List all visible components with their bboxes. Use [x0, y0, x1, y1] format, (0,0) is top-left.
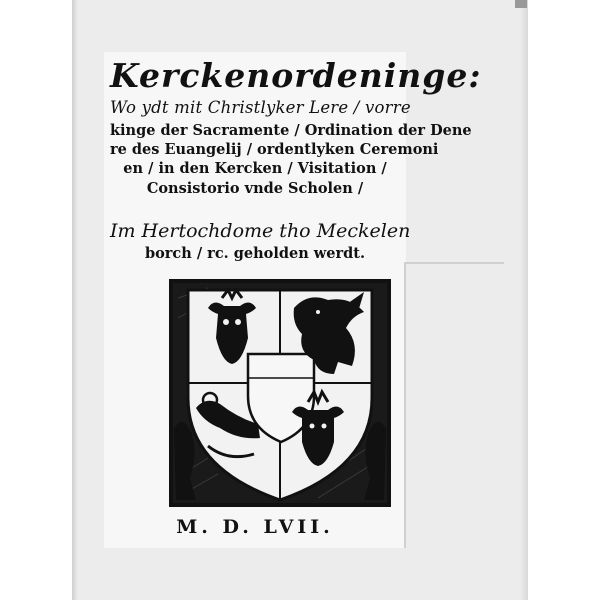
- book-title: Kerckenordeninge:: [110, 56, 482, 95]
- body-line: kinge der Sacramente / Ordination der Dene: [110, 122, 472, 139]
- coat-of-arms-woodcut: [168, 278, 392, 508]
- scan-corner-mark: [515, 0, 527, 8]
- book-subtitle: Wo ydt mit Christlyker Lere / vorre: [110, 98, 411, 117]
- body-line: re des Euangelij / ordentlyken Ceremoni: [110, 141, 439, 158]
- body-line: en / in den Kercken / Visitation /: [123, 160, 387, 177]
- held-line: borch / rc. geholden werdt.: [144, 245, 366, 262]
- scan-shadow-left: [72, 0, 78, 600]
- page-step-edge: [404, 262, 504, 264]
- page-edge: [404, 262, 406, 548]
- body-line: Consistorio vnde Scholen /: [146, 180, 364, 197]
- scan-shadow-right: [520, 0, 528, 600]
- publication-year: M. D. LVII.: [176, 516, 334, 538]
- duchy-line: Im Hertochdome tho Meckelen: [110, 220, 411, 242]
